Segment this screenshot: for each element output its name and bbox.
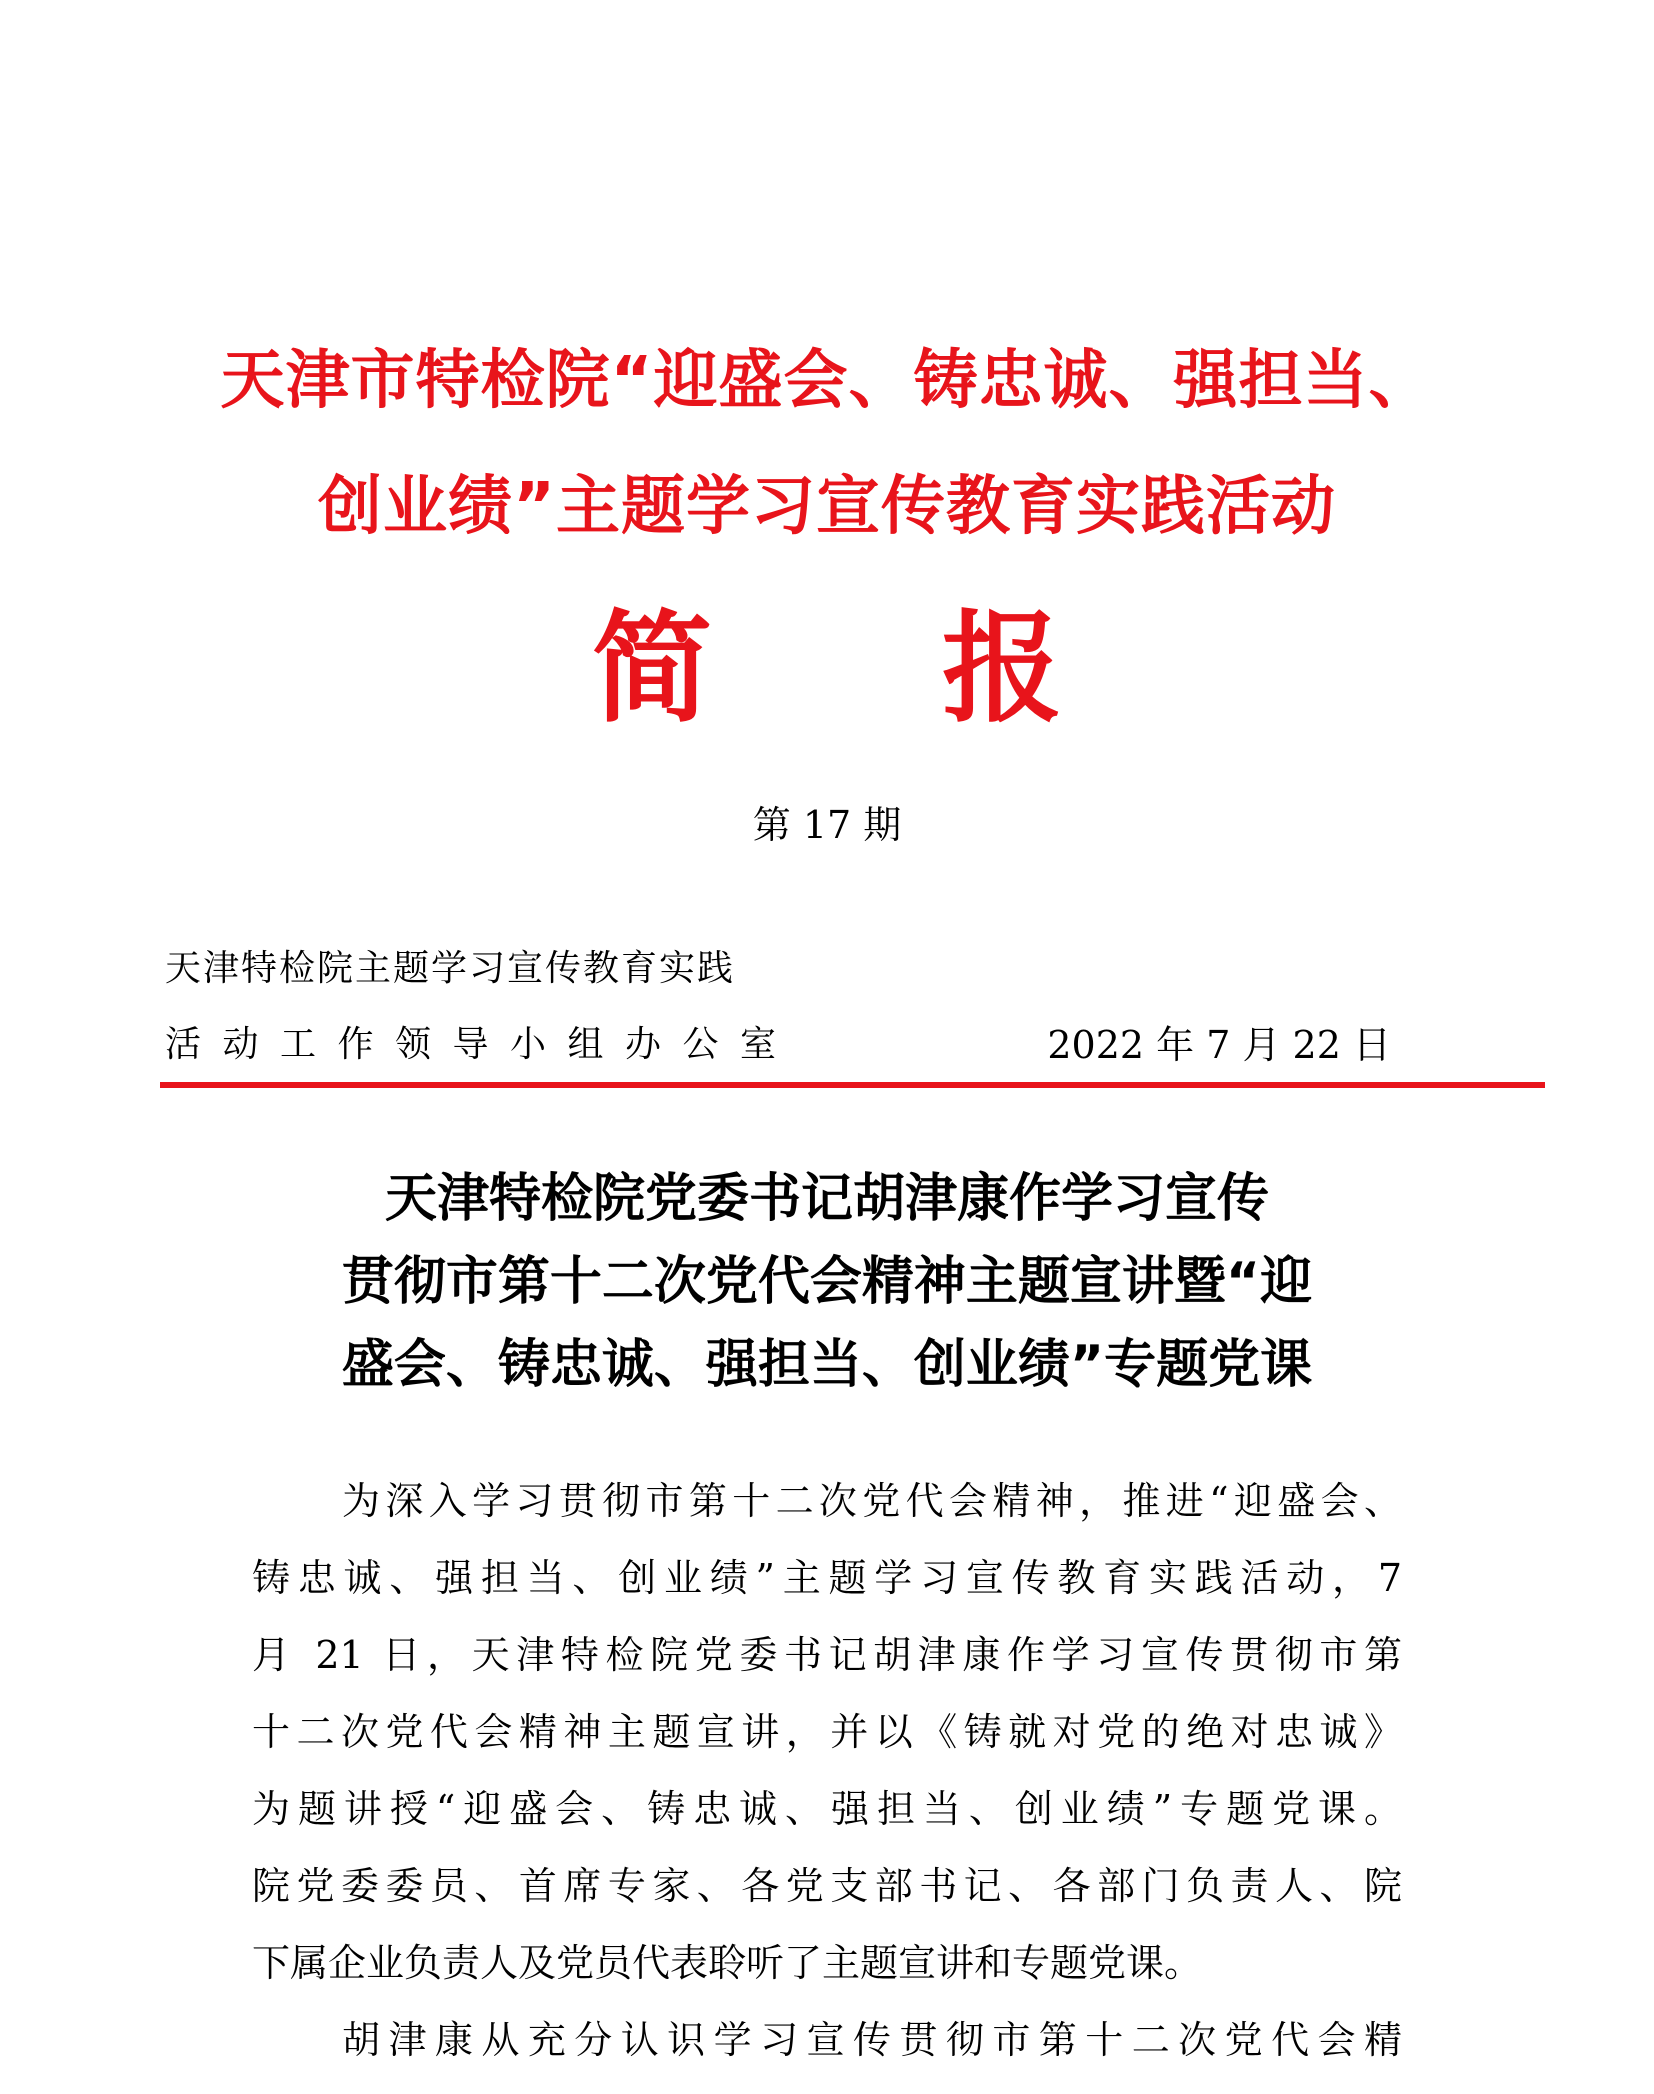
issue-date: 2022 年 7 月 22 日 [1047,1023,1391,1067]
issue-number: 第 17 期 [752,803,902,847]
body-line-2: 铸忠诚、强担当、创业绩”主题学习宣传教育实践活动，7 [252,1556,1402,1600]
body-line-6: 院党委委员、首席专家、各党支部书记、各部门负责人、院 [252,1864,1402,1908]
red-divider [160,1082,1545,1088]
body-line-7: 下属企业负责人及党员代表聆听了主题宣讲和专题党课。 [252,1941,1203,1985]
article-title-line1: 天津特检院党委书记胡津康作学习宣传 [384,1169,1269,1229]
body-line-3: 月 21 日，天津特检院党委书记胡津康作学习宣传贯彻市第 [252,1633,1402,1677]
issuer-line1: 天津特检院主题学习宣传教育实践 [165,948,736,989]
masthead-title-line1: 天津市特检院“迎盛会、铸忠诚、强担当、 [220,344,1434,418]
masthead-title-line2: 创业绩”主题学习宣传教育实践活动 [317,470,1337,544]
body-line-1: 为深入学习贯彻市第十二次党代会精神，推进“迎盛会、 [342,1479,1402,1523]
article-title-line2: 贯彻市第十二次党代会精神主题宣讲暨“迎 [341,1252,1313,1312]
issuer-line2: 活动工作领导小组办公室 [165,1024,798,1065]
body-line-4: 十二次党代会精神主题宣讲，并以《铸就对党的绝对忠诚》 [252,1710,1402,1754]
body-line-5: 为题讲授“迎盛会、铸忠诚、强担当、创业绩”专题党课。 [252,1787,1402,1831]
body-line-8: 胡津康从充分认识学习宣传贯彻市第十二次党代会精 [342,2018,1402,2062]
bulletin-heading: 简报 [592,600,1292,739]
article-title-line3: 盛会、铸忠诚、强担当、创业绩”专题党课 [341,1335,1313,1395]
